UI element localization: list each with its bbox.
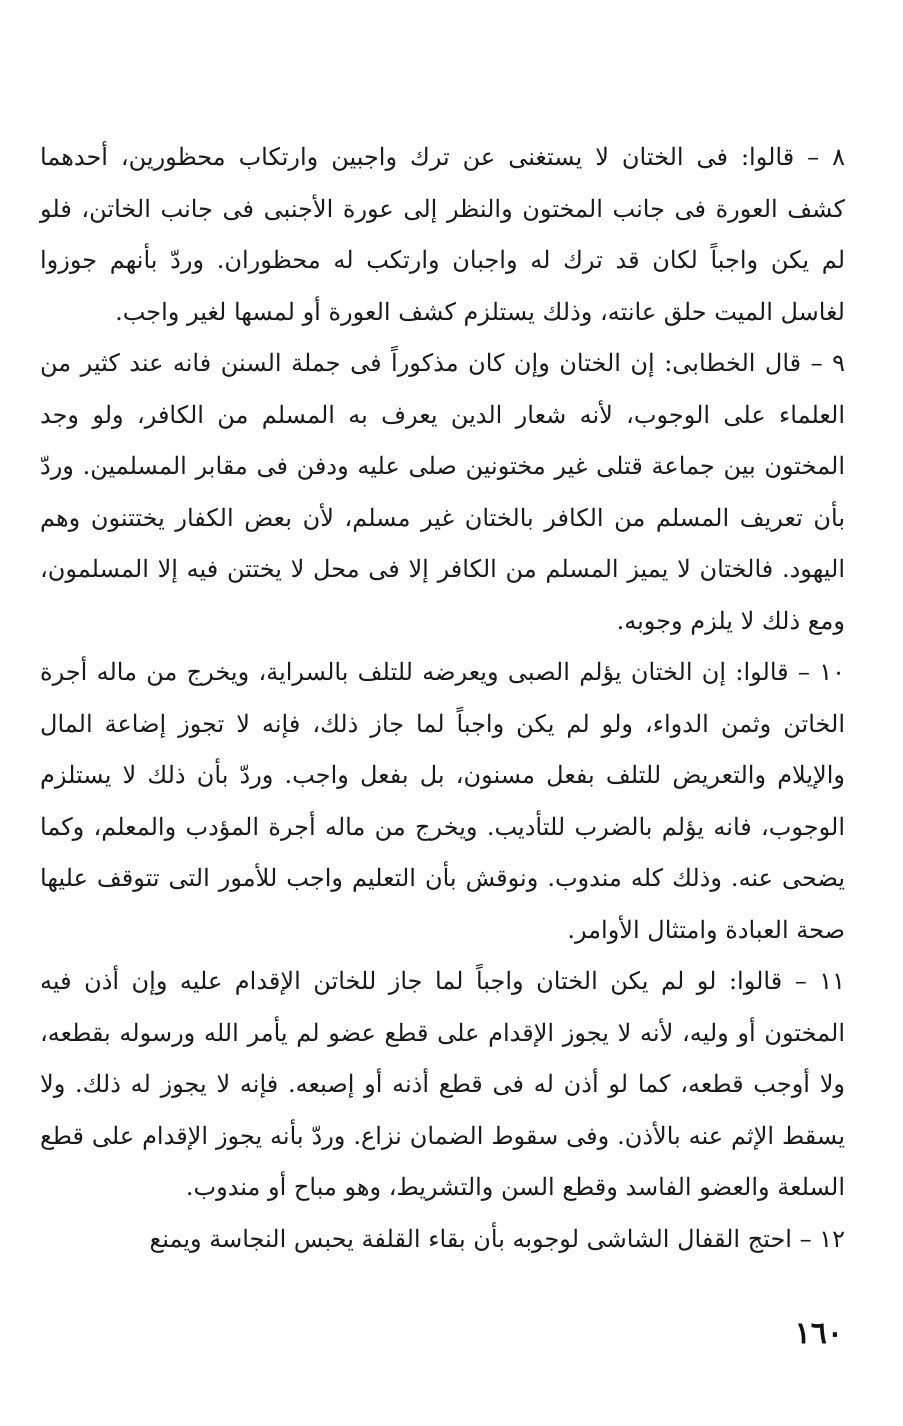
paragraph-8: ٨ – قالوا: فى الختان لا يستغنى عن ترك واجبين وارتكاب محظورين، أحدهما كشف العورة فى جانب المختون والنظر إلى عورة الأجنبى فى جانب الخاتن، فلو لم يكن واجباً لكان قد ترك له واجبان وارتكب له محظوران. وردّ بأنهم جوزوا لغاسل الميت حلق عانته، وذلك يستلزم كشف العورة أو لمسها لغير واجب.: [40, 143, 846, 326]
body-text: [40, 132, 845, 1265]
page-number: ١٦٠: [794, 1316, 843, 1351]
paragraph-9: ٩ – قال الخطابى: إن الختان وإن كان مذكوراً فى جملة السنن فانه عند كثير من العلماء على الوجوب، لأنه شعار الدين يعرف به المسلم من الكافر، ولو وجد المختون بين جماعة قتلى غير مختونين صلى عليه ودفن فى مقابر المسلمين. وردّ بأن تعريف المسلم من الكافر بالختان غير مسلم، لأن بعض الكفار يختتنون وهم اليهود. فالختان لا يميز المسلم من الكافر إلا فى محل لا يختتن فيه إلا المسلمون، ومع ذلك لا يلزم وجوبه.: [40, 349, 845, 635]
paragraph-11: ١١ – قالوا: لو لم يكن الختان واجباً لما جاز للخاتن الإقدام عليه وإن أذن فيه المختون أو وليه، لأنه لا يجوز الإقدام على قطع عضو لم يأمر الله ورسوله بقطعه، ولا أوجب قطعه، كما لو أذن له فى قطع أذنه أو إصبعه. فإنه لا يجوز له ذلك. ولا يسقط الإثم عنه بالأذن. وفى سقوط الضمان نزاع. وردّ بأنه يجوز الإقدام على قطع السلعة والعضو الفاسد وقطع السن والتشريط، وهو مباح أو مندوب.: [40, 967, 846, 1201]
paragraph-12: ١٢ – احتج القفال الشاشى لوجوبه بأن بقاء القلفة يحبس النجاسة ويمنع: [149, 1224, 845, 1253]
paragraph-10: ١٠ – قالوا: إن الختان يؤلم الصبى ويعرضه للتلف بالسراية، ويخرج من ماله أجرة الخاتن وثمن الدواء، ولو لم يكن واجباً لما جاز ذلك، فإنه لا تجوز إضاعة المال والإيلام والتعريض للتلف بفعل مسنون، بل بفعل واجب. وردّ بأن ذلك لا يستلزم الوجوب، فانه يؤلم بالضرب للتأديب. ويخرج من ماله أجرة المؤدب والمعلم، وكما يضحى عنه. وذلك كله مندوب. ونوقش بأن التعليم واجب للأمور التى تتوقف عليها صحة العبادة وامتثال الأوامر.: [40, 658, 845, 944]
